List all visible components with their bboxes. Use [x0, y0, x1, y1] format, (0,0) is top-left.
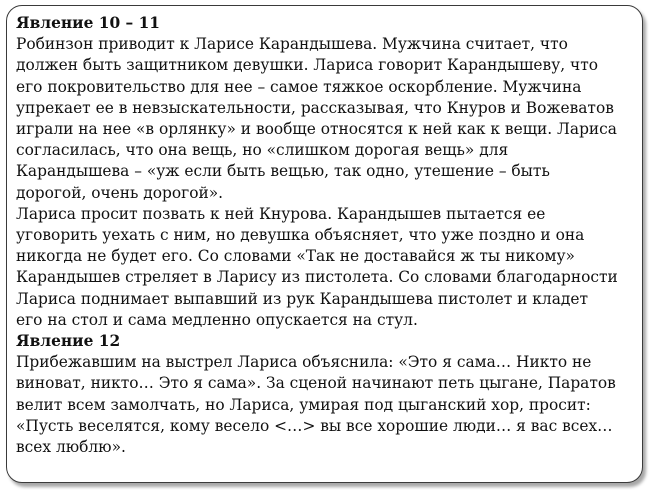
- text-line: Лариса поднимает выпавший из рук Карандышева пистолет и кладет: [16, 289, 588, 308]
- text-line: Лариса просит позвать к ней Кнурова. Карандышев пытается ее: [16, 204, 546, 223]
- text-line: упрекает ее в невзыскательности, рассказывая, что Кнуров и Вожеватов: [16, 98, 614, 117]
- text-line: его на стол и сама медленно опускается на стул.: [16, 310, 418, 329]
- text-line: дорогой, очень дорогой».: [16, 183, 224, 202]
- text-line: виноват, никто… Это я сама». За сценой начинают петь цыгане, Паратов: [16, 374, 616, 393]
- section-heading: Явление 10 – 11: [16, 14, 160, 32]
- text-line: должен быть защитником девушки. Лариса говорит Карандышеву, что: [16, 56, 598, 75]
- paragraph: [16, 204, 632, 331]
- text-card: [6, 5, 643, 483]
- text-line: Прибежавшим на выстрел Лариса объяснила: «Это я сама… Никто не: [16, 353, 592, 372]
- paragraph: [16, 352, 632, 458]
- text-line: Робинзон приводит к Ларисе Карандышева. Мужчина считает, что: [16, 35, 568, 54]
- text-line: велит всем замолчать, но Лариса, умирая под цыганский хор, просит:: [16, 395, 591, 414]
- text-line: согласилась, что она вещь, но «слишком дорогая вещь» для: [16, 141, 509, 160]
- paragraph: [16, 34, 632, 204]
- text-line: всех люблю».: [16, 438, 126, 457]
- text-line: Карандышева – «уж если быть вещью, так одно, утешение – быть: [16, 162, 550, 181]
- section-heading: Явление 12: [16, 332, 121, 351]
- text-line: его покровительство для нее – самое тяжкое оскорбление. Мужчина: [16, 77, 582, 96]
- text-line: Карандышев стреляет в Ларису из пистолета. Со словами благодарности: [16, 268, 618, 287]
- text-line: никогда не будет его. Со словами «Так не доставайся ж ты никому»: [16, 247, 575, 266]
- text-line: играли на нее «в орлянку» и вообще относятся к ней как к вещи. Лариса: [16, 120, 617, 139]
- text-line: уговорить уехать с ним, но девушка объясняет, что уже поздно и она: [16, 226, 585, 245]
- text-line: «Пусть веселятся, кому весело <…> вы все хорошие люди… я вас всех…: [16, 416, 613, 435]
